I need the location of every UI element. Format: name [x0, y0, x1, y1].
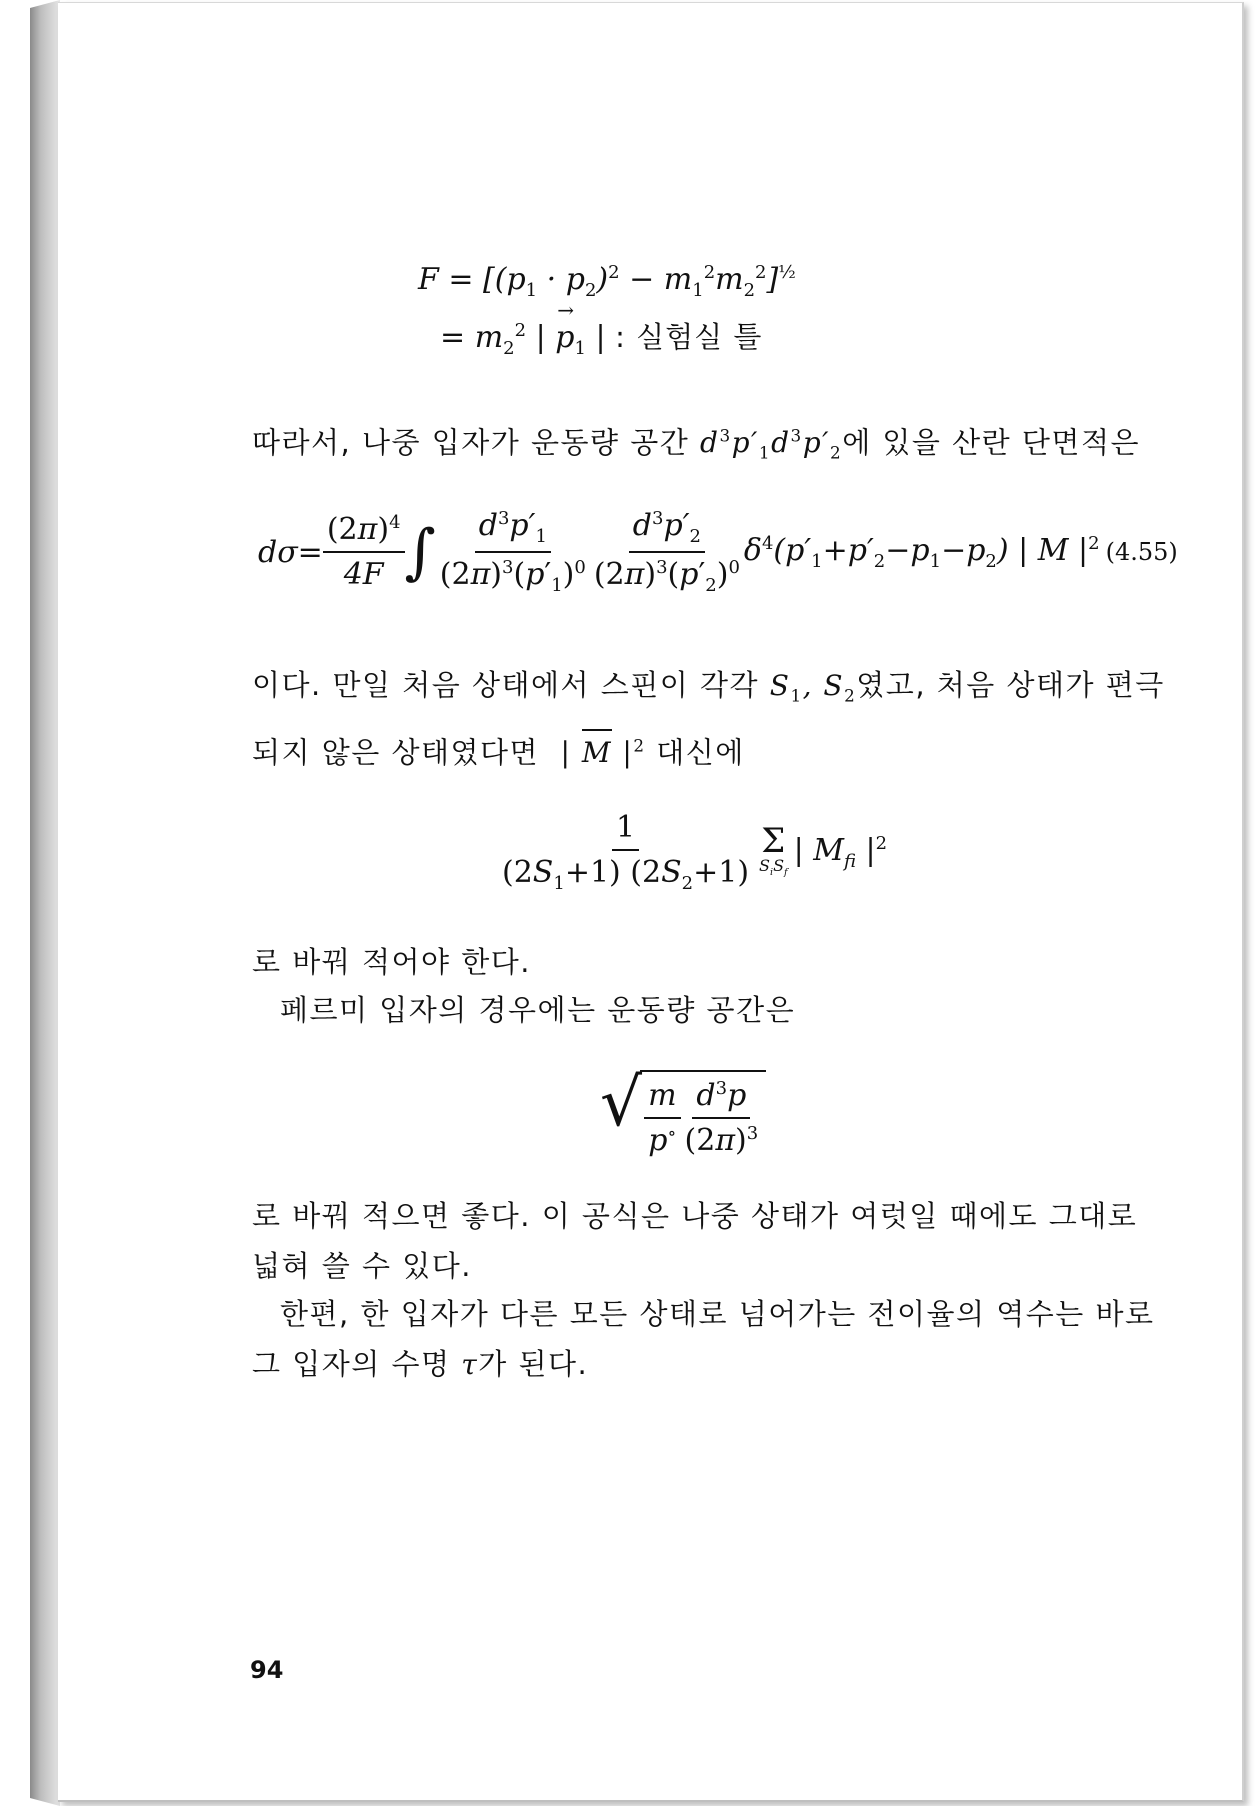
- paragraph-line: 한편, 한 입자가 다른 모든 상태로 넘어가는 전이율의 역수는 바로: [280, 1297, 1155, 1331]
- equation-number: (4.55): [1105, 538, 1178, 566]
- inline-math-m-squared: | M $|^2$: [561, 736, 646, 769]
- paragraph-text: 이다. 만일 처음 상태에서 스핀이 각각: [252, 668, 770, 702]
- integral-sign: ∫: [404, 517, 436, 587]
- equation-f-line1: $F = [(p_1 \cdot p_2)^2 - m_1^2m_2^2]^{\frac{1}{2}}$: [418, 262, 796, 301]
- paragraph-rewrite: 로 바꿔 적어야 한다.: [252, 945, 531, 979]
- inline-math-spins: $S_1$, $S_2$: [769, 669, 857, 706]
- paragraph-cross-section-intro: [252, 414, 1140, 475]
- square-root: √ $\frac{m}{p^\circ}$ $\frac{d^3p}{(2\pi)^3}$: [600, 1070, 766, 1158]
- fraction: $\frac{(2\pi)^4}{4F}$: [323, 512, 405, 592]
- fraction: $\frac{1}{(2S_1+1) (2S_2+1)}$: [502, 810, 750, 894]
- fraction: $\frac{d^3p'_1}{(2\pi)^3(p'_1)^0}$: [439, 508, 586, 596]
- fraction: $\frac{d^3p}{(2\pi)^3}$: [684, 1078, 759, 1158]
- paragraph-text: 에 있을 산란 단면적은: [842, 425, 1140, 460]
- lab-frame-label: : 실험실 틀: [615, 320, 763, 354]
- paragraph-line: 로 바꿔 적으면 좋다. 이 공식은 나중 상태가 여럿일 때에도 그대로: [252, 1199, 1138, 1233]
- paragraph-fermion: 페르미 입자의 경우에는 운동량 공간은: [280, 993, 796, 1027]
- equation-spin-average: $\frac{1}{(2S_1+1) (2S_2+1)}$ Σ $S_iS_f$ | $M_{fi}$ $|^2$: [498, 810, 887, 894]
- inline-math-momentum-space: $d^3p'_1d^3p'_2$: [700, 426, 843, 463]
- equation-fermion-phase-space: [600, 1064, 766, 1158]
- page-number: 94: [250, 1656, 284, 1684]
- paragraph-final-states: [252, 1194, 1137, 1288]
- paragraph-text: 대신에: [656, 734, 745, 769]
- paragraph-text: 되지 않은 상태였다면: [252, 734, 540, 769]
- paragraph-spin-average: [252, 663, 1165, 775]
- fraction: $\frac{d^3p'_2}{(2\pi)^3(p'_2)^0}$: [593, 508, 740, 596]
- paragraph-line: 넓혀 쓸 수 있다.: [252, 1249, 472, 1283]
- paragraph-text: 그 입자의 수명: [252, 1347, 462, 1381]
- paragraph-lifetime: [252, 1292, 1155, 1387]
- equation-f-line2: = $m_2^2$ | → $p_1$ | : 실험실 틀: [440, 315, 762, 359]
- paragraph-text: 였고, 처음 상태가 편극: [856, 668, 1165, 702]
- summation-sign: Σ $S_iS_f$: [759, 820, 788, 879]
- fraction: $\frac{m}{p^\circ}$: [644, 1078, 680, 1158]
- book-spine: [30, 0, 60, 1806]
- paragraph-text: 가 된다.: [478, 1347, 589, 1381]
- paragraph-text: 따라서, 나중 입자가 운동량 공간: [252, 425, 700, 460]
- inline-math-tau: τ: [461, 1348, 479, 1381]
- equation-4-55: dσ= $\frac{(2\pi)^4}{4F}$ ∫ $\frac{d^3p'_1}{(2\pi)^3(p'_1)^0}$ $\frac{d^3p'_2}{(2\pi)^3(p'_2)^0}$ $\delta^4(p'_1+p'_2-p_1-p_2)$ | M $|^2$ (4.55): [258, 508, 1178, 596]
